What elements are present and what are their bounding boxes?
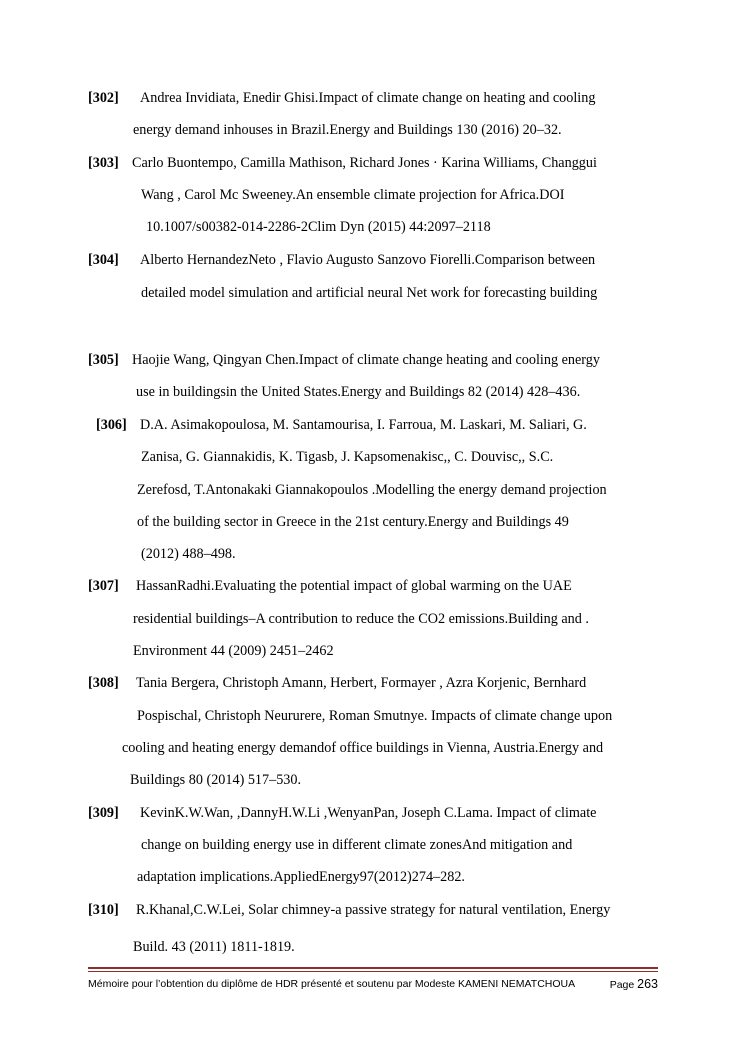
- ref-302-line-2: energy demand inhouses in Brazil.Energy and Buildings 130 (2016) 20–32.: [133, 122, 562, 138]
- ref-303-number: [303]: [88, 155, 119, 171]
- ref-305-line-1: Haojie Wang, Qingyan Chen.Impact of climate change heating and cooling energy: [132, 352, 600, 368]
- ref-307-line-2: residential buildings–A contribution to reduce the CO2 emissions.Building and .: [133, 611, 589, 627]
- ref-310-line-1: R.Khanal,C.W.Lei, Solar chimney-a passive strategy for natural ventilation, Energy: [136, 902, 611, 918]
- ref-308-line-2: Pospischal, Christoph Neururere, Roman Smutnye. Impacts of climate change upon: [137, 708, 613, 724]
- footer-page-label: Page: [609, 979, 635, 991]
- ref-303-line-1: Carlo Buontempo, Camilla Mathison, Richard Jones · Karina Williams, Changgui: [132, 155, 597, 171]
- footer-rule-thin: [88, 971, 658, 972]
- footer-rule-thick: [88, 967, 658, 969]
- ref-303-line-2: Wang , Carol Mc Sweeney.An ensemble climate projection for Africa.DOI: [141, 187, 565, 203]
- ref-304-number: [304]: [88, 252, 119, 268]
- ref-305-line-2: use in buildingsin the United States.Energy and Buildings 82 (2014) 428–436.: [136, 384, 581, 400]
- ref-306-line-4: of the building sector in Greece in the 21st century.Energy and Buildings 49: [137, 514, 569, 530]
- ref-307-number: [307]: [88, 578, 119, 594]
- ref-307-line-1: HassanRadhi.Evaluating the potential impact of global warming on the UAE: [136, 578, 572, 594]
- ref-309-number: [309]: [88, 805, 119, 821]
- ref-308-line-4: Buildings 80 (2014) 517–530.: [130, 772, 302, 788]
- ref-308-line-1: Tania Bergera, Christoph Amann, Herbert, Formayer , Azra Korjenic, Bernhard: [136, 675, 587, 691]
- ref-302-line-1: Andrea Invidiata, Enedir Ghisi.Impact of climate change on heating and cooling: [140, 90, 596, 106]
- ref-306-line-5: (2012) 488–498.: [141, 546, 236, 562]
- footer-page: [610, 976, 658, 993]
- page-footer: [88, 976, 658, 992]
- ref-304-line-2: detailed model simulation and artificial neural Net work for forecasting building: [141, 285, 598, 301]
- footer-text: Mémoire pour l’obtention du diplôme de HDR présenté et soutenu par Modeste KAMENI NEMATCHOUA: [88, 978, 576, 990]
- ref-308-line-3: cooling and heating energy demandof office buildings in Vienna, Austria.Energy and: [122, 740, 604, 756]
- ref-309-line-1: KevinK.W.Wan, ,DannyH.W.Li ,WenyanPan, Joseph C.Lama. Impact of climate: [140, 805, 597, 821]
- ref-303-line-3: 10.1007/s00382-014-2286-2Clim Dyn (2015) 44:2097–2118: [146, 219, 491, 235]
- ref-309-line-2: change on building energy use in different climate zonesAnd mitigation and: [141, 837, 573, 853]
- ref-307-line-3: Environment 44 (2009) 2451–2462: [133, 643, 334, 659]
- ref-304-line-1: Alberto HernandezNeto , Flavio Augusto Sanzovo Fiorelli.Comparison between: [140, 252, 596, 268]
- ref-306-line-3: Zerefosd, T.Antonakaki Giannakopoulos .Modelling the energy demand projection: [137, 482, 607, 498]
- ref-309-line-3: adaptation implications.AppliedEnergy97(2012)274–282.: [137, 869, 465, 885]
- footer-page-number: 263: [637, 977, 658, 991]
- ref-306-number: [306]: [96, 417, 127, 433]
- ref-310-line-2: Build. 43 (2011) 1811-1819.: [133, 939, 295, 955]
- ref-310-number: [310]: [88, 902, 119, 918]
- ref-305-number: [305]: [88, 352, 119, 368]
- ref-308-number: [308]: [88, 675, 119, 691]
- ref-306-line-1: D.A. Asimakopoulosa, M. Santamourisa, I. Farroua, M. Laskari, M. Saliari, G.: [140, 417, 587, 433]
- ref-306-line-2: Zanisa, G. Giannakidis, K. Tigasb, J. Kapsomenakisc,, C. Douvisc,, S.C.: [141, 449, 554, 465]
- ref-302-number: [302]: [88, 90, 119, 106]
